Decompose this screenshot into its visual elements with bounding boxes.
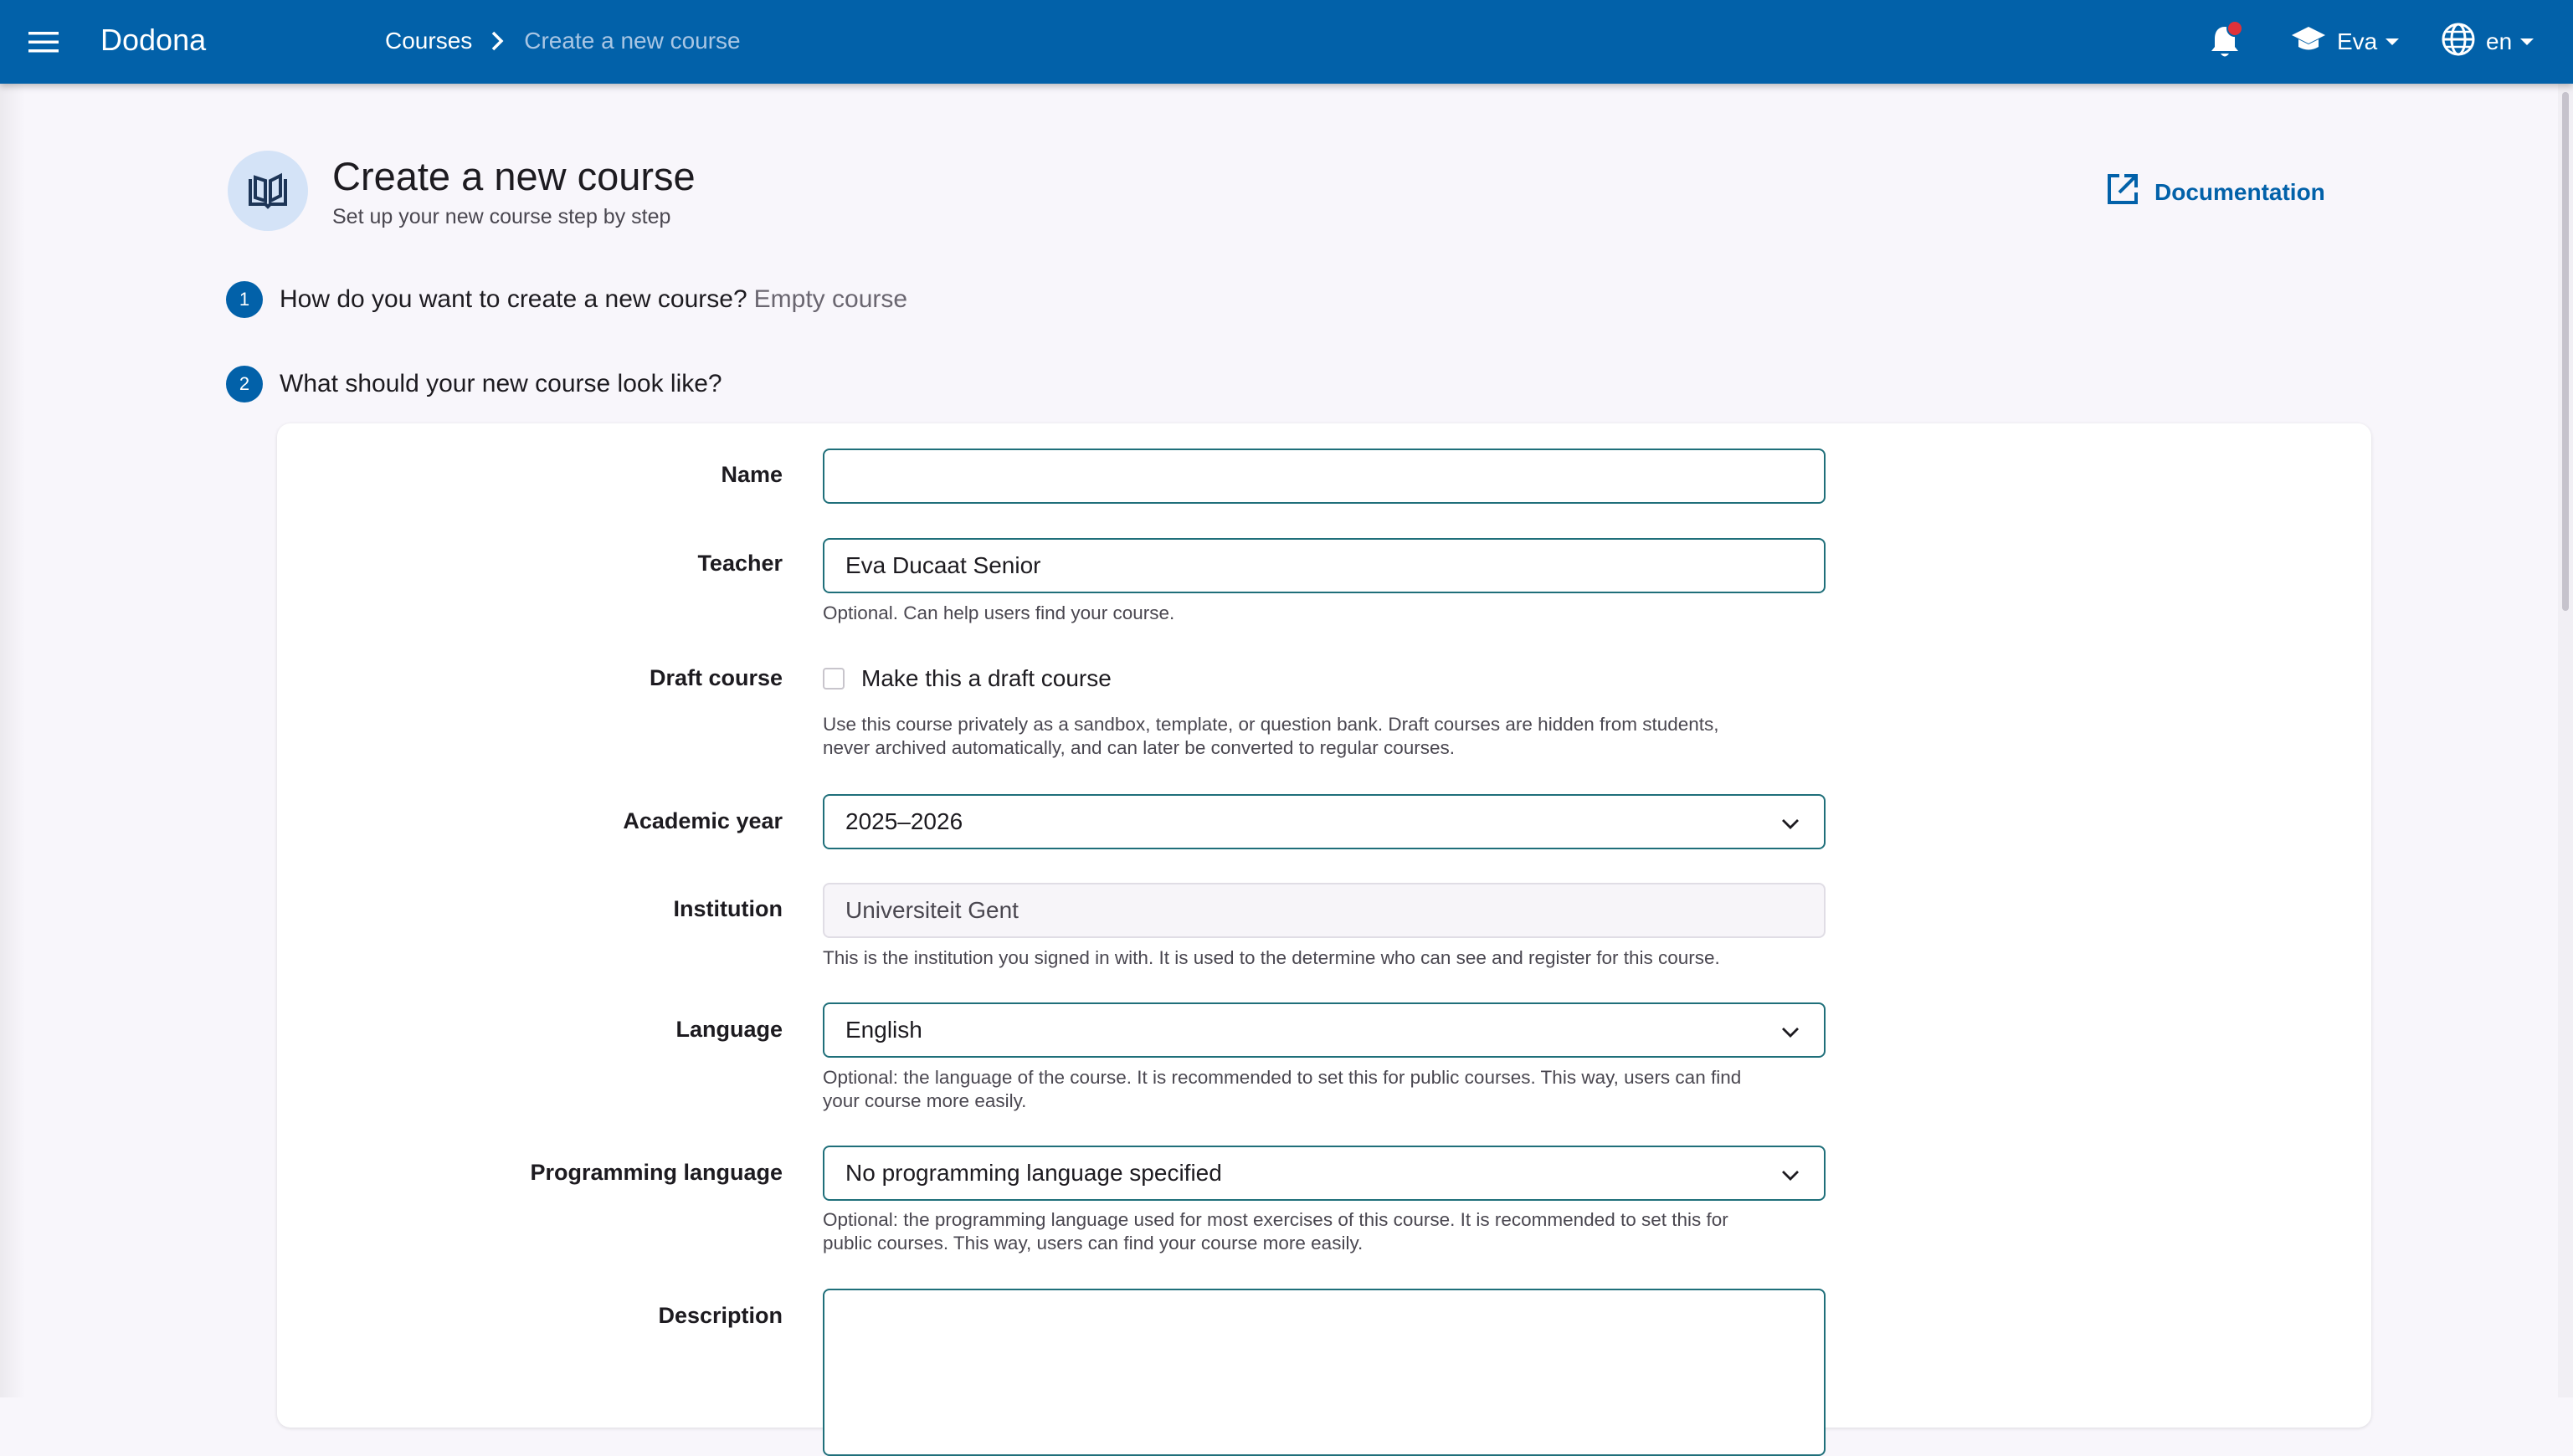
teacher-help: Optional. Can help users find your course. — [823, 602, 1175, 623]
description-textarea[interactable] — [823, 1289, 1826, 1456]
draft-checkbox-row[interactable] — [823, 665, 1112, 692]
language-value: English — [845, 1017, 922, 1043]
language-label: Language — [675, 1017, 783, 1042]
academic-year-select[interactable] — [823, 794, 1826, 849]
language-help-line2: your course more easily. — [823, 1090, 1027, 1111]
programming-language-value: No programming language specified — [845, 1160, 1222, 1186]
step-number: 2 — [226, 366, 263, 402]
institution-input: Universiteit Gent — [823, 883, 1826, 938]
breadcrumb — [385, 28, 741, 54]
step-question: How do you want to create a new course? — [280, 285, 747, 313]
breadcrumb-current: Create a new course — [524, 28, 741, 54]
page-title: Create a new course — [332, 154, 696, 198]
programming-language-help-line1: Optional: the programming language used for most exercises of this course. It is recommended to set this for — [823, 1209, 1728, 1230]
step-1[interactable] — [226, 281, 907, 318]
teacher-input[interactable]: Eva Ducaat Senior — [823, 538, 1826, 593]
language-code: en — [2486, 28, 2513, 54]
chevron-down-icon — [1780, 813, 1800, 839]
globe-icon — [2441, 22, 2476, 63]
breadcrumb-courses-link[interactable]: Courses — [385, 28, 473, 54]
step-answer: Empty course — [753, 285, 908, 313]
teacher-label: Teacher — [697, 551, 783, 576]
language-menu[interactable] — [2441, 20, 2534, 64]
chevron-down-icon — [1780, 1164, 1800, 1191]
programming-language-help-line2: public courses. This way, users can find your course more easily. — [823, 1233, 1364, 1253]
draft-help-line2: never archived automatically, and can later be converted to regular courses. — [823, 737, 1455, 758]
page-subtitle: Set up your new course step by step — [332, 205, 671, 228]
programming-language-select[interactable] — [823, 1146, 1826, 1201]
menu-icon[interactable] — [22, 20, 65, 64]
programming-language-label: Programming language — [530, 1160, 783, 1185]
academic-year-value: 2025–2026 — [845, 808, 963, 834]
step-2 — [226, 366, 722, 402]
caret-down-icon — [2520, 38, 2534, 45]
top-app-bar — [0, 0, 2573, 84]
name-label: Name — [721, 462, 783, 487]
open-in-new-icon — [2106, 172, 2139, 212]
language-select[interactable] — [823, 1002, 1826, 1058]
user-menu[interactable] — [2290, 20, 2399, 64]
draft-help-line1: Use this course privately as a sandbox, template, or question bank. Draft courses are hidden from students, — [823, 714, 1719, 735]
book-open-icon — [228, 151, 308, 231]
draft-checkbox-label[interactable]: Make this a draft course — [861, 665, 1112, 691]
graduation-cap-icon — [2290, 25, 2327, 59]
draft-label: Draft course — [649, 665, 783, 690]
institution-help: This is the institution you signed in with. It is used to the determine who can see and register for this course. — [823, 947, 1720, 968]
draft-checkbox[interactable] — [823, 668, 845, 690]
description-label: Description — [658, 1303, 783, 1328]
scrollbar-thumb[interactable] — [2562, 92, 2569, 611]
side-shadow — [0, 84, 25, 1397]
caret-down-icon — [2386, 38, 2399, 45]
academic-year-label: Academic year — [623, 808, 783, 833]
notifications-bell-icon[interactable] — [2201, 18, 2248, 65]
user-name: Eva — [2337, 28, 2378, 54]
step-number: 1 — [226, 281, 263, 318]
name-input[interactable] — [823, 449, 1826, 504]
chevron-right-icon — [490, 31, 504, 51]
institution-label: Institution — [673, 896, 783, 921]
brand-logo-text[interactable]: Dodona — [100, 23, 207, 57]
language-help-line1: Optional: the language of the course. It is recommended to set this for public courses. This way, users can find — [823, 1067, 1742, 1088]
documentation-label: Documentation — [2154, 178, 2325, 205]
documentation-link[interactable] — [2106, 172, 2325, 212]
notification-badge — [2226, 20, 2243, 37]
chevron-down-icon — [1780, 1021, 1800, 1048]
page-scrollbar[interactable] — [2558, 84, 2573, 1397]
step-question: What should your new course look like? — [280, 370, 722, 397]
